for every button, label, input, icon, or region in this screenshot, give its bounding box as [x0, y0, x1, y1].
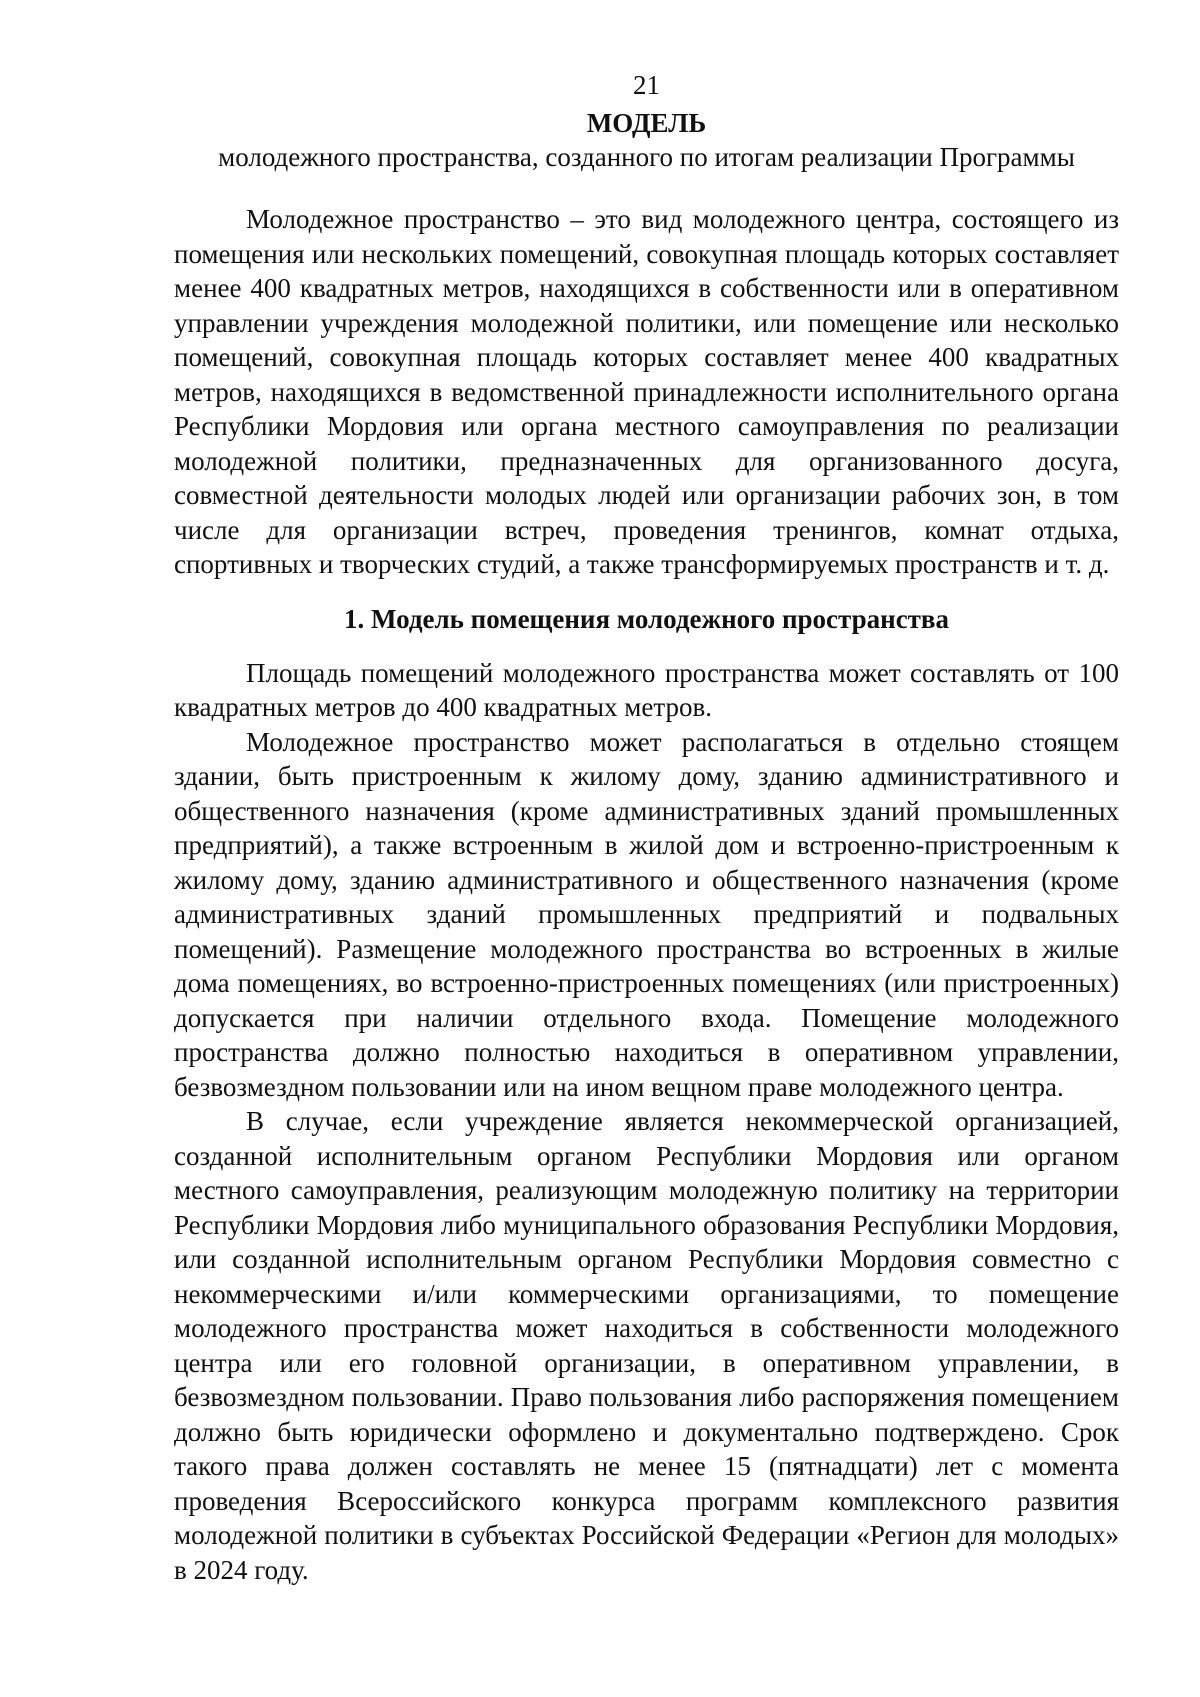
section-paragraph-location: Молодежное пространство может располагаться в отдельно стоящем здании, быть пристроенным к жилому дому, зданию административного и общественного назначения (кроме административных зданий промышленных предприятий), а также встроенным в жилой дом и встроенно-пристроенным к жилому дому, зданию административного и общественного назначения (кроме административных зданий промышленных предприятий и подвальных помещений). Размещение молодежного пространства во встроенных в жилые дома помещениях, во встроенно-пристроенных помещениях (или пристроенных) допускается при наличии отдельного входа. Помещение молодежного пространства должно полностью находиться в оперативном управлении, безвозмездном пользовании или на ином вещном праве молодежного центра. [174, 726, 1119, 1102]
page-number: 21 [633, 70, 660, 100]
document-title: МОДЕЛЬ [586, 108, 707, 138]
intro-paragraph: Молодежное пространство – это вид молодежного центра, состоящего из помещения или нескольких помещений, совокупная площадь которых составляет менее 400 квадратных метров, находящихся в собственности или в оперативном управлении учреждения молодежной политики, или помещение или несколько помещений, совокупная площадь которых составляет менее 400 квадратных метров, находящихся в ведомственной принадлежности исполнительного органа Республики Мордовия или органа местного самоуправления по реализации молодежной политики, предназначенных для организованного досуга, совместной деятельности молодых людей или организации рабочих зон, в том числе для организации встреч, проведения тренингов, комнат отдыха, спортивных и творческих студий, а также трансформируемых пространств и т. д. [174, 204, 1119, 579]
document-subtitle: молодежного пространства, созданного по итогам реализации Программы [218, 142, 1075, 172]
document-page [174, 68, 1119, 1587]
section-paragraph-ownership: В случае, если учреждение является некоммерческой организацией, созданной исполнительным органом Республики Мордовия или органом местного самоуправления, реализующим молодежную политику на территории Республики Мордовия либо муниципального образования Республики Мордовия, или созданной исполнительным органом Республики Мордовия совместно с некоммерческими и/или коммерческими организациями, то помещение молодежного пространства может находиться в собственности молодежного центра или его головной организации, в оперативном управлении, в безвозмездном пользовании. Право пользования либо распоряжения помещением должно быть юридически оформлено и документально подтверждено. Срок такого права должен составлять не менее 15 (пятнадцати) лет с момента проведения Всероссийского конкурса программ комплексного развития молодежной политики в субъектах Российской Федерации «Регион для молодых» в 2024 году. [174, 1106, 1119, 1585]
section-paragraph-area: Площадь помещений молодежного пространства может составлять от 100 квадратных метров до 400 квадратных метров. [174, 657, 1119, 722]
section-heading: 1. Модель помещения молодежного пространства [343, 603, 950, 634]
